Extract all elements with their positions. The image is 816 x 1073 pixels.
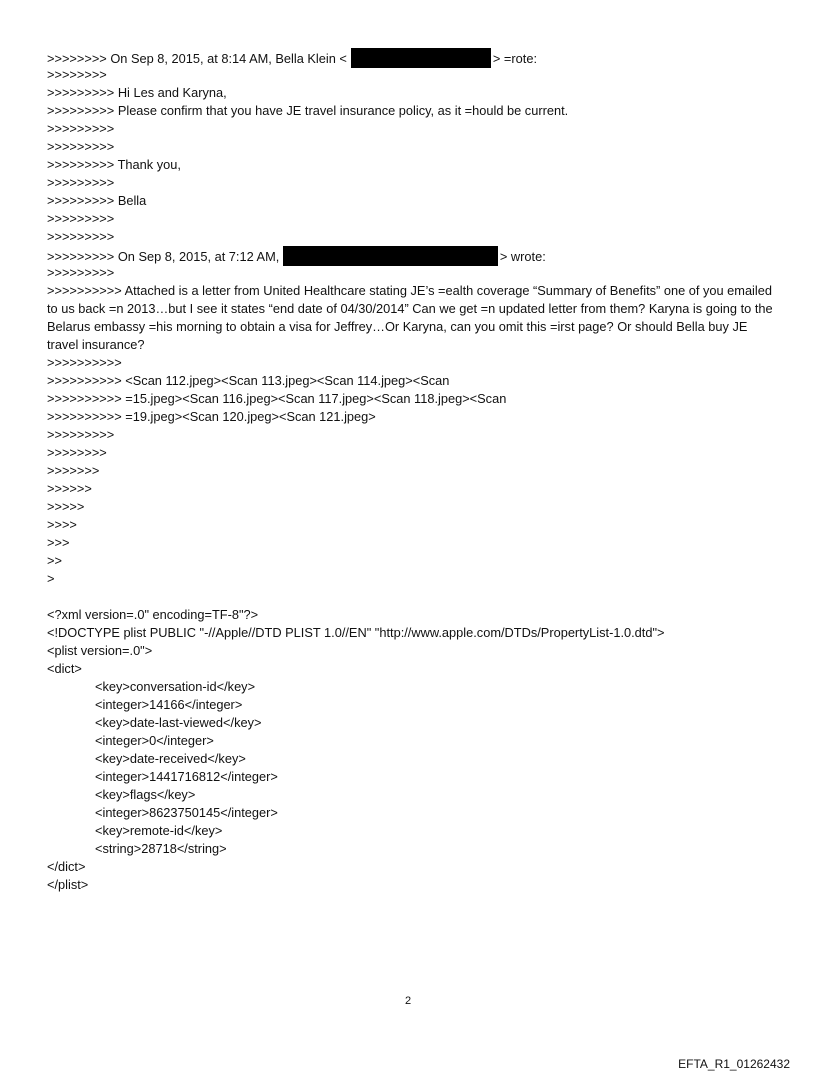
email-text: >>>>>>>> On Sep 8, 2015, at 8:14 AM, Bella Klein <	[47, 51, 347, 66]
plist-line: <?xml version=.0" encoding=TF-8"?>	[47, 607, 259, 622]
page-number: 2	[404, 995, 412, 1007]
redaction-box	[351, 48, 491, 68]
plist-line: <integer>14166</integer>	[95, 697, 243, 712]
email-line: >>>>>>	[47, 481, 92, 496]
email-line: >>>>>>>>>> =19.jpeg><Scan 120.jpeg><Scan 121.jpeg>	[47, 409, 376, 424]
plist-line: <integer>1441716812</integer>	[95, 769, 278, 784]
email-line: >>>>	[47, 517, 77, 532]
email-text: > =rote:	[492, 51, 537, 66]
plist-line: <key>date-received</key>	[95, 751, 246, 766]
plist-line: <key>conversation-id</key>	[95, 679, 256, 694]
email-line	[47, 246, 782, 264]
email-line: >>>>>>>>>	[47, 265, 115, 280]
blank-line	[47, 588, 782, 606]
plist-line: <!DOCTYPE plist PUBLIC "-//Apple//DTD PLIST 1.0//EN" "http://www.apple.com/DTDs/PropertyList-1.0.dtd">	[47, 625, 665, 640]
email-text: > wrote:	[499, 249, 546, 264]
email-line: >>>>>>>>>	[47, 121, 115, 136]
email-line: >>>>>>>>>	[47, 211, 115, 226]
email-line: >>>>>	[47, 499, 85, 514]
email-line: >>>>>>>>>	[47, 427, 115, 442]
plist-line: <string>28718</string>	[95, 841, 227, 856]
plist-line: <plist version=.0">	[47, 643, 153, 658]
email-line: >>>>>>>>>	[47, 139, 115, 154]
document-body	[47, 48, 782, 894]
email-line: >>>>>>>>	[47, 67, 107, 82]
email-paragraph: >>>>>>>>>> Attached is a letter from United Healthcare stating JE’s =ealth coverage “Summary of Benefits” one of you emailed to us back =n 2013…but I see it states “end date of 04/30/2014” Can we get =n updated letter from them? Karyna is going to the Belarus embassy =his morning to obtain a visa for Jeffrey…Or Karyna, can you omit this =irst page? Or should Bella buy JE travel insurance?	[47, 283, 773, 352]
email-line: >>>>>>>>>	[47, 229, 115, 244]
email-line: >>>>>>>>>> <Scan 112.jpeg><Scan 113.jpeg><Scan 114.jpeg><Scan	[47, 373, 450, 388]
plist-line: <integer>0</integer>	[95, 733, 214, 748]
email-line: >>>>>>>>	[47, 445, 107, 460]
bates-number: EFTA_R1_01262432	[678, 1057, 790, 1071]
plist-line: </plist>	[47, 877, 89, 892]
redaction-box	[283, 246, 498, 266]
email-line: >>>>>>>>>> =15.jpeg><Scan 116.jpeg><Scan 117.jpeg><Scan 118.jpeg><Scan	[47, 391, 507, 406]
email-line: >>>>>>>	[47, 463, 100, 478]
plist-line: </dict>	[47, 859, 86, 874]
email-line	[47, 48, 782, 66]
plist-line: <key>flags</key>	[95, 787, 196, 802]
plist-line: <dict>	[47, 661, 82, 676]
email-line: >>>>>>>>> Hi Les and Karyna,	[47, 85, 227, 100]
plist-line: <key>remote-id</key>	[95, 823, 223, 838]
plist-line: <key>date-last-viewed</key>	[95, 715, 262, 730]
email-line: >>>>>>>>>	[47, 175, 115, 190]
email-line: >>>>>>>>>>	[47, 355, 122, 370]
email-line: >>>>>>>>> Bella	[47, 193, 147, 208]
email-line: >>>>>>>>> Thank you,	[47, 157, 181, 172]
email-line: >>	[47, 553, 62, 568]
email-text: >>>>>>>>> On Sep 8, 2015, at 7:12 AM,	[47, 249, 283, 264]
email-line: >	[47, 571, 55, 586]
plist-line: <integer>8623750145</integer>	[95, 805, 278, 820]
email-line: >>>	[47, 535, 70, 550]
email-line: >>>>>>>>> Please confirm that you have JE travel insurance policy, as it =hould be current.	[47, 103, 569, 118]
